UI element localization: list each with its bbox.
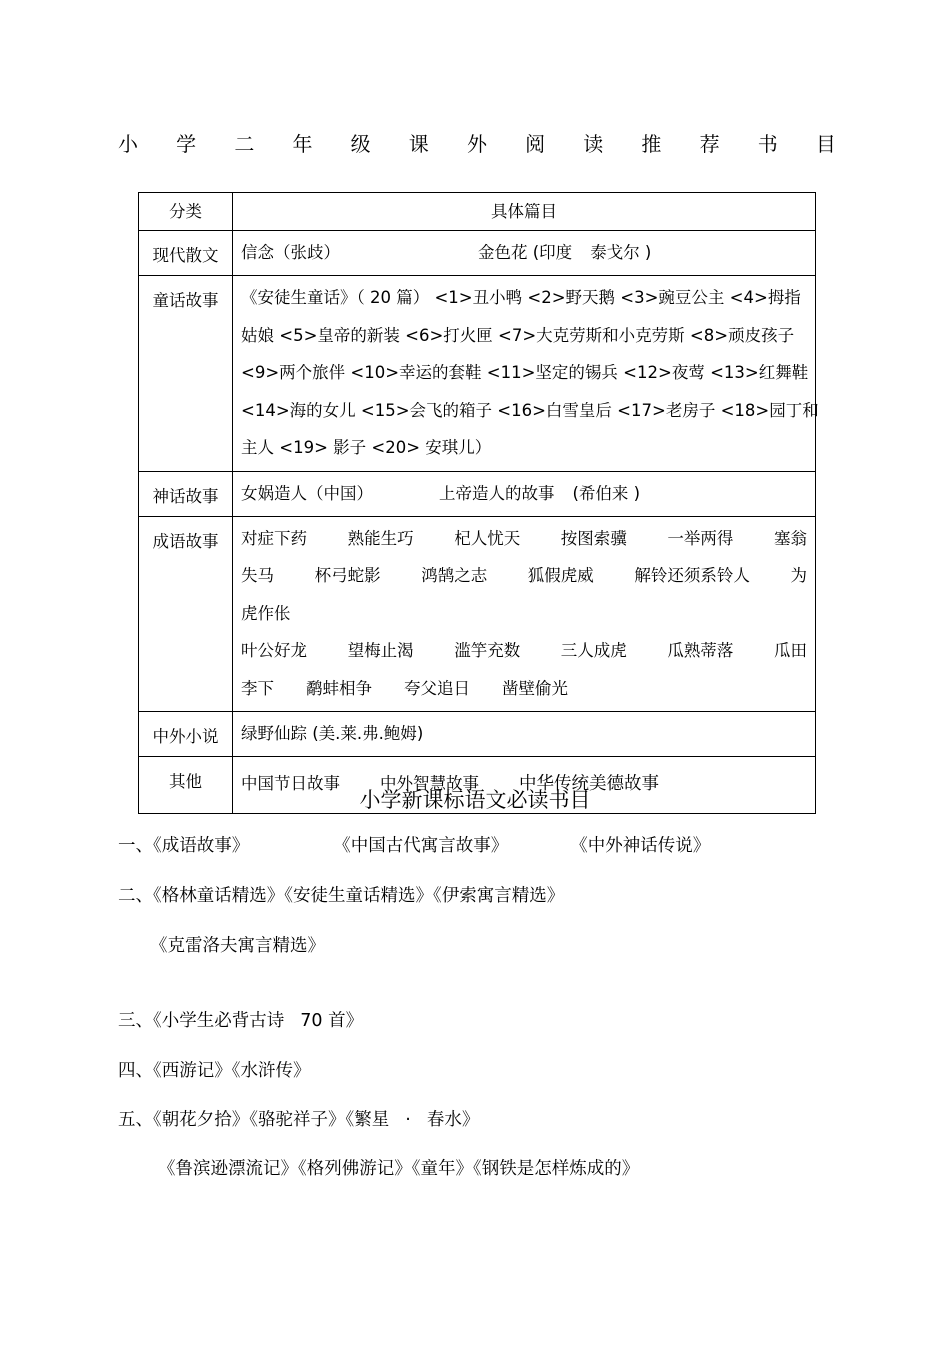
book-item: 中华传统美德故事 [519, 774, 659, 794]
idiom-item: 为 [790, 566, 807, 585]
book-line: <9>两个旅伴 <10>幸运的套鞋 <11>坚定的锡兵 <12>夜莺 <13>红舞鞋 [241, 363, 809, 382]
book-title: 《中外神话传说》 [570, 836, 711, 856]
idiom-item: 凿壁偷光 [502, 678, 568, 698]
idiom-item: 瓜田 [773, 641, 807, 660]
title-char: 二 [234, 132, 255, 156]
list-item-continued: 《鲁滨逊漂流记》《格列佛游记》《童年》《钢铁是怎样炼成的》 [158, 1159, 640, 1179]
title-char: 书 [757, 132, 778, 156]
title-char: 外 [466, 132, 487, 156]
book-title: 70 首》 [300, 1011, 364, 1031]
idiom-item: 三人成虎 [560, 641, 627, 660]
idiom-line [241, 632, 807, 670]
list-item: 四、《西游记》《水浒传》 [118, 1061, 311, 1081]
category-cell: 成语故事 [139, 516, 233, 712]
title-char: 目 [815, 132, 836, 156]
idiom-item: 一举两得 [667, 528, 734, 548]
table-row-modern-prose [139, 231, 816, 276]
list-item: 二、《格林童话精选》《安徒生童话精选》《伊索寓言精选》 [118, 886, 565, 906]
book-item: 上帝造人的故事 [439, 483, 555, 503]
book-item: 金色花 (印度 [478, 243, 573, 262]
idiom-item: 望梅止渴 [347, 641, 414, 660]
book-item: 绿野仙踪 (美.莱.弗.鲍姆) [241, 724, 424, 743]
idiom-item: 夸父追日 [404, 678, 470, 698]
category-cell: 现代散文 [139, 231, 233, 276]
idiom-item: 对症下药 [241, 528, 307, 548]
book-title: 《小学生必背古诗 [153, 1011, 285, 1031]
idiom-line [241, 557, 807, 595]
idiom-item: 李下 [241, 678, 274, 698]
header-category: 分类 [139, 193, 233, 231]
content-cell [233, 516, 816, 712]
title-char: 推 [641, 132, 662, 156]
category-cell: 其他 [139, 757, 233, 814]
title-char: 年 [292, 132, 313, 156]
table-row-myths [139, 471, 816, 516]
idiom-item: 熟能生巧 [347, 528, 414, 548]
book-title: 《格林童话精选》《安徒生童话精选》《伊索寓言精选》 [153, 886, 565, 906]
book-item: 泰戈尔 ) [590, 243, 652, 262]
idiom-item: 解铃还须系铃人 [634, 566, 750, 585]
idiom-item: 滥竽充数 [454, 641, 521, 660]
idiom-item: 瓜熟蒂落 [667, 641, 734, 660]
book-line: 姑娘 <5>皇帝的新装 <6>打火匣 <7>大克劳斯和小克劳斯 <8>顽皮孩子 [241, 325, 795, 345]
book-item: 中国节日故事 [241, 774, 340, 793]
idiom-item: 鹬蚌相争 [306, 678, 372, 698]
section-title: 小学新课标语文必读书目 [359, 788, 591, 812]
idiom-item: 狐假虎威 [527, 566, 594, 585]
book-item: 信念（张歧） [241, 243, 340, 262]
category-cell: 神话故事 [139, 471, 233, 516]
book-title: 《中国古代寓言故事》 [333, 836, 509, 856]
title-char: 级 [350, 132, 371, 156]
content-cell [233, 712, 816, 757]
title-char: 读 [583, 132, 604, 156]
idiom-line [241, 520, 807, 558]
content-cell [233, 471, 816, 516]
book-line: <14>海的女儿 <15>会飞的箱子 <16>白雪皇后 <17>老房子 <18>园丁和 [241, 400, 819, 420]
category-cell: 童话故事 [139, 276, 233, 472]
idiom-item: 鸿鹄之志 [421, 566, 488, 585]
book-title: 《成语故事》 [153, 836, 250, 856]
list-item: 三、《小学生必背古诗 70 首》 [118, 1011, 364, 1031]
book-title: 春水》 [426, 1110, 480, 1130]
table-row-fairy-tales [139, 276, 816, 472]
idiom-item: 杯弓蛇影 [314, 566, 381, 585]
title-char: 学 [176, 132, 197, 156]
header-content: 具体篇目 [233, 193, 816, 231]
idiom-item: 虎作伥 [241, 603, 291, 623]
idiom-item: 塞翁 [773, 528, 807, 548]
table-row-novels [139, 712, 816, 757]
content-cell [233, 231, 816, 276]
book-title: 《西游记》《水浒传》 [153, 1061, 311, 1081]
book-item: 女娲造人（中国） [241, 483, 373, 503]
idiom-item: 按图索骥 [560, 528, 627, 548]
title-char: 荐 [699, 132, 720, 156]
list-item: 一、《成语故事》 《中国古代寓言故事》 《中外神话传说》 [118, 836, 711, 856]
book-item: (希伯来 ) [572, 483, 641, 503]
idiom-item: 杞人忧天 [454, 528, 521, 548]
list-item: 五、《朝花夕拾》《骆驼祥子》《繁星 · 春水》 [118, 1110, 480, 1130]
table-header-row [139, 193, 816, 231]
list-item-continued: 《克雷洛夫寓言精选》 [150, 936, 325, 956]
title-char: 课 [408, 132, 429, 156]
idiom-item: 失马 [241, 566, 274, 585]
category-cell: 中外小说 [139, 712, 233, 757]
idiom-item: 叶公好龙 [241, 641, 307, 660]
content-cell [233, 276, 819, 472]
idiom-line [241, 670, 807, 708]
book-title: 《朝花夕拾》《骆驼祥子》《繁星 [153, 1110, 390, 1130]
page-title [118, 130, 836, 158]
book-line: 主人 <19> 影子 <20> 安琪儿） [241, 438, 492, 457]
book-line: 《安徒生童话》（ 20 篇） <1>丑小鸭 <2>野天鹅 <3>豌豆公主 <4>拇指 [241, 288, 801, 307]
title-char: 阅 [525, 132, 546, 156]
book-item: 中外智慧故事 [380, 774, 479, 793]
book-table [138, 192, 819, 814]
table-row-idioms [139, 516, 816, 712]
title-char: 小 [118, 132, 138, 156]
